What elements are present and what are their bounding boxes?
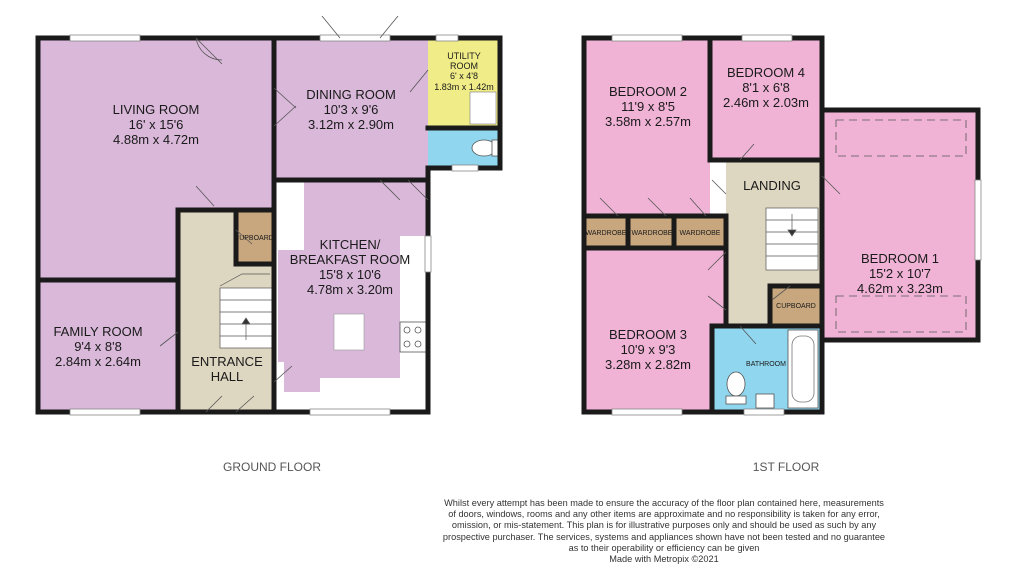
bathroom-toilet-icon (726, 372, 746, 404)
ground-cupboard-label: CUPBOARD (234, 235, 274, 242)
disclaimer-line-3: omission, or mis-statement. This plan is for illustrative purposes only and should be used as such by any (451, 520, 877, 531)
landing-label: LANDING (743, 178, 801, 193)
ground-floor-caption: GROUND FLOOR (222, 460, 322, 474)
utility-room-name-1: UTILITY (447, 51, 481, 61)
living-room-metric: 4.88m x 4.72m (113, 132, 199, 147)
bedroom-2-metric: 3.58m x 2.57m (605, 114, 691, 129)
ground-floor (38, 16, 500, 474)
bedroom-1-fill (822, 110, 978, 340)
disclaimer-line-5: as to their operability or efficiency can be given (568, 542, 760, 553)
dining-room-name: DINING ROOM (306, 87, 396, 102)
bedroom-3-metric: 3.28m x 2.82m (605, 357, 691, 372)
bedroom-1-name: BEDROOM 1 (860, 251, 940, 266)
hob-icon (400, 322, 426, 352)
disclaimer-line-2: of doors, windows, rooms and any other items are approximate and no responsibility is taken for any error, (448, 509, 880, 520)
disclaimer (424, 498, 904, 565)
hall-name-2: HALL (210, 369, 244, 384)
bedroom-2-imperial: 11'9 x 8'5 (621, 99, 675, 114)
bedroom-3-name: BEDROOM 3 (608, 327, 688, 342)
wardrobe-3-label: WARDROBE (679, 230, 721, 237)
hall-name-1: ENTRANCE (191, 354, 263, 369)
dining-room-metric: 3.12m x 2.90m (308, 117, 394, 132)
family-room-metric: 2.84m x 2.64m (55, 354, 141, 369)
disclaimer-line-4: prospective purchaser. The services, systems and appliances shown have not been tested and no guarantee (442, 531, 886, 542)
kitchen-imperial: 15'8 x 10'6 (318, 267, 382, 282)
bedroom-1-imperial: 15'2 x 10'7 (868, 266, 932, 281)
bedroom-4-imperial: 8'1 x 6'8 (742, 80, 790, 95)
bedroom-4-name: BEDROOM 4 (726, 65, 806, 80)
bathroom-label: BATHROOM (746, 361, 786, 368)
basin-icon (756, 394, 774, 408)
kitchen-island (334, 314, 364, 350)
utility-room-name-2: ROOM (450, 61, 478, 71)
dining-room-imperial: 10'3 x 9'6 (323, 102, 379, 117)
kitchen-metric: 4.78m x 3.20m (307, 282, 393, 297)
living-room-imperial: 16' x 15'6 (128, 117, 184, 132)
stairs-first (766, 208, 818, 270)
utility-room-imperial: 6' x 4'8 (450, 71, 478, 81)
bath-icon (788, 330, 818, 408)
utility-room-metric: 1.83m x 1.42m (434, 82, 494, 92)
wardrobe-1-label: WARDROBE (585, 230, 627, 237)
utility-appliance (470, 92, 496, 124)
disclaimer-line-6: Made with Metropix ©2021 (609, 554, 719, 565)
wardrobe-2-label: WARDROBE (631, 230, 673, 237)
disclaimer-line-1: Whilst every attempt has been made to ensure the accuracy of the floor plan contained here, measurements (444, 498, 884, 508)
bedroom-4-metric: 2.46m x 2.03m (723, 95, 809, 110)
landing-cupboard-label: CUPBOARD (776, 303, 816, 310)
first-floor-caption: 1ST FLOOR (752, 460, 820, 474)
kitchen-name-1: KITCHEN/ (319, 237, 381, 252)
first-floor (584, 35, 981, 474)
family-room-name: FAMILY ROOM (53, 324, 143, 339)
living-room-name: LIVING ROOM (112, 102, 200, 117)
toilet-icon (472, 140, 498, 156)
bedroom-3-imperial: 10'9 x 9'3 (620, 342, 676, 357)
kitchen-name-2: BREAKFAST ROOM (289, 252, 411, 267)
bedroom-2-name: BEDROOM 2 (608, 84, 688, 99)
family-room-imperial: 9'4 x 8'8 (74, 339, 122, 354)
bedroom-1-metric: 4.62m x 3.23m (857, 281, 943, 296)
